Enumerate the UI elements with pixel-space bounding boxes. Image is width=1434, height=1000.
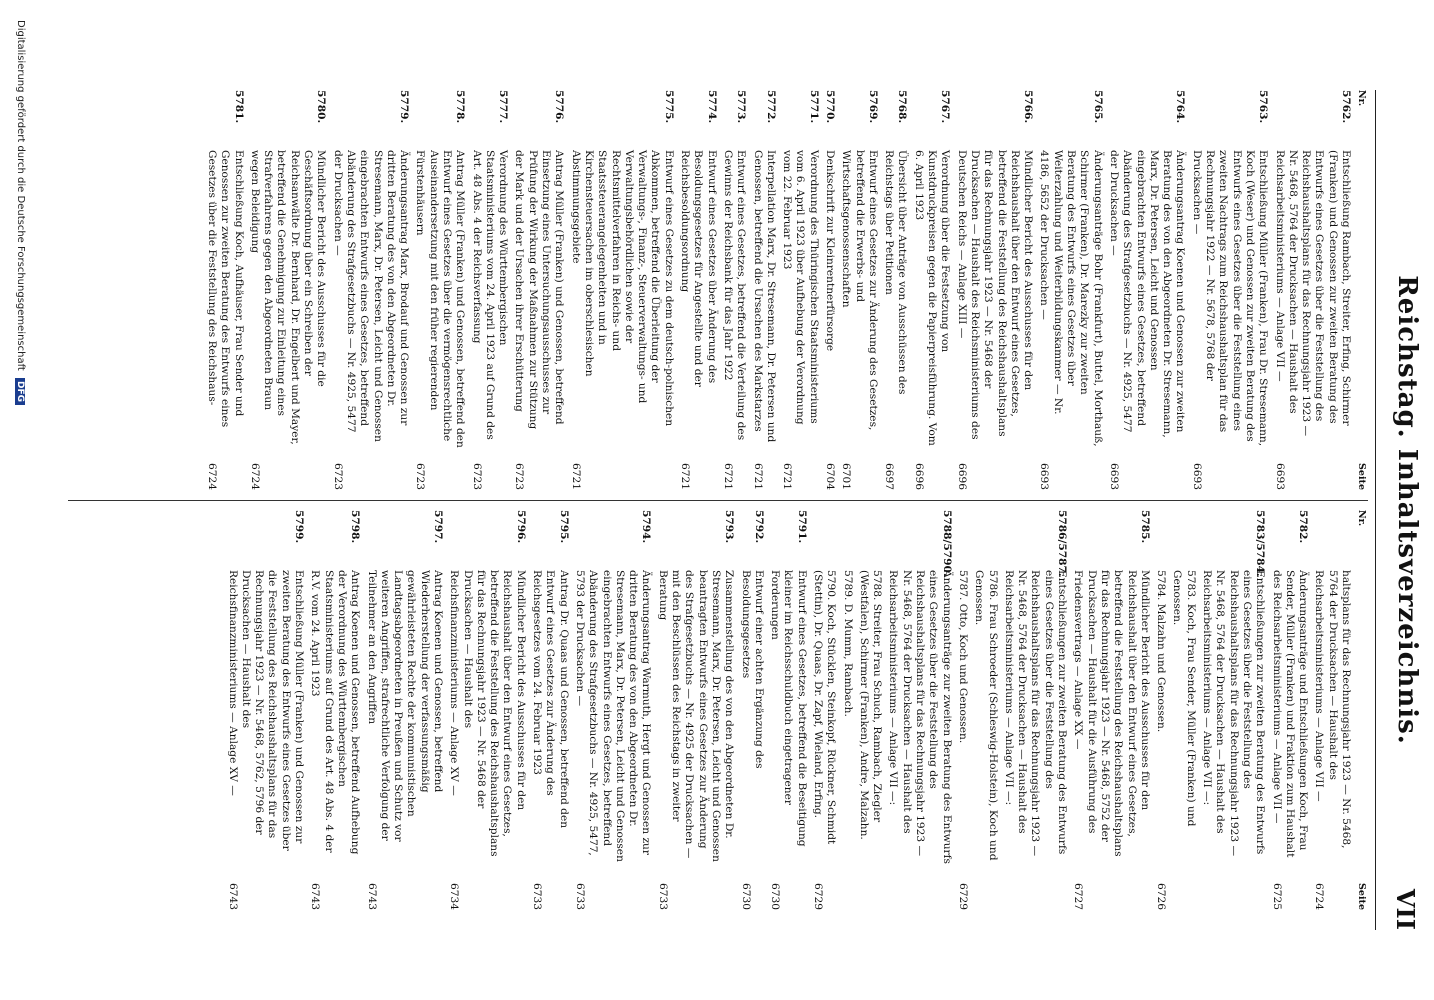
index-entry bbox=[1154, 510, 1167, 910]
entry-text: Entwurf eines Gesetzes zur Änderung des Gesetzes, betreffend die Erwerbs- und Wirtschaftsgenossenschaften bbox=[840, 150, 879, 431]
entry-text: Interpellation Marx, Dr. Stresemann, Dr. Petersen und Genossen, betreffend die Ursachen des Markstarzes bbox=[751, 150, 777, 443]
entry-text: 5788. Streiter, Frau Schuch, Rambach, Ziegler (Westfalen), Schirmer (Franken), Andre, Malzahn. bbox=[857, 570, 884, 840]
entry-number: 5788/5790. bbox=[940, 510, 953, 577]
entry-text: Entschließung Koch, Aufhäuser, Frau Sender und Genossen zur zweiten Beratung des Entwurfs eines Gesetzes über die Feststellung des Reichshaus- bbox=[205, 150, 245, 428]
index-entry bbox=[512, 90, 565, 490]
index-entry bbox=[1170, 510, 1197, 910]
entry-page: 6697 bbox=[883, 463, 896, 490]
entry-text: Änderungsantrag Marx, Brodauf und Genossen zur dritten Beratung des von den Abgeordneten Dr. Stresemann, Marx, Dr. Petersen, Leicht und Genossen eingebrachten Entwurfs eines Gesetzes, betreffend Abänderung des Strafgesetzbuchs — Nr. 4925, 5477 der Drucksachen — bbox=[331, 150, 411, 442]
entry-number: 5771. bbox=[807, 90, 820, 124]
entry-number: 5792. bbox=[752, 510, 765, 544]
entry-page: 6727 bbox=[1072, 883, 1085, 910]
index-entry bbox=[954, 90, 1034, 490]
seite-label: Seite bbox=[1356, 883, 1367, 910]
index-entry bbox=[655, 510, 735, 910]
page-number: VII bbox=[1391, 888, 1420, 930]
entry-number: 5778. bbox=[454, 90, 467, 124]
index-entry bbox=[1037, 90, 1103, 490]
entry-page: 6730 bbox=[769, 883, 782, 910]
entry-page: 6723 bbox=[513, 463, 526, 490]
index-entry bbox=[568, 90, 674, 490]
entry-text: Mündlicher Bericht des Ausschusses für den Reichshaushalt über den Entwurf eines Gesetzes, betreffend die Feststellung des Reichshaushaltsplans für das Rechnungsjahr 1923 — Nr. 5468 der Drucksachen — Haushalt des Reichsfinanzministeriums — Anlage XV — bbox=[448, 570, 527, 857]
entry-number: 5763. bbox=[1257, 90, 1270, 124]
entry-text: Änderungsanträge zur zweiten Beratung des Entwurfs eines Gesetzes über die Feststellung des Reichshaushaltsplans für das Rechnungsjahr 1923 — Nr. 5468, 5764 der Drucksachen — Haushalt des Reichsarbeitsministeriums — Anlage VII —: bbox=[887, 570, 953, 864]
entry-text: Entwurf eines Gesetzes zu dem deutsch-polnischen Abkommen, betreffend die Überleitung der Verwaltungs-, Finanz-, Steuerverwaltungs- und Verwaltungsbehördlichen sowie der Rechtsmittelverfahren in Reichs- und Staatssteuerangelegenheiten und in Kirchensteuersachen im oberschlesischen Abstimmungsgebiete bbox=[569, 150, 675, 427]
entry-page: 6721 bbox=[721, 463, 734, 490]
index-entry bbox=[364, 510, 444, 910]
entry-page: 6723 bbox=[414, 463, 427, 490]
entry-number: 5776. bbox=[553, 90, 566, 124]
index-entry bbox=[780, 90, 820, 490]
entry-number: 5785. bbox=[1138, 510, 1151, 544]
index-entry bbox=[1002, 510, 1068, 910]
entry-number: 5797. bbox=[432, 510, 444, 544]
index-entry bbox=[811, 510, 838, 910]
entry-page: 6724 bbox=[248, 463, 261, 490]
index-entry bbox=[469, 90, 509, 490]
index-entry bbox=[886, 510, 952, 910]
seite-label: Seite bbox=[1356, 463, 1367, 490]
footer-text: Digitalisierung gefördert durch die Deutsche Forschungsgemeinschaft bbox=[15, 20, 26, 371]
footer bbox=[15, 20, 26, 405]
entry-page: 6693 bbox=[1107, 463, 1120, 490]
index-entry bbox=[823, 90, 836, 490]
entry-text: Übersicht über Anträge von Ausschüssen des Reichstags über Petitionen bbox=[883, 150, 909, 395]
entry-text: Zusammenstellung des von den Abgeordneten Dr. Stresemann, Marx, Dr. Petersen, Leicht und Genossen beantragten Entwurfs eines Gesetzes zur Änderung des Strafgesetzbuchs — Nr. 4925 der Drucksachen — mit den Beschlüssen des Reichstags in zweiter Beratung bbox=[656, 570, 736, 862]
index-entry bbox=[839, 90, 879, 490]
index-entry bbox=[1189, 90, 1269, 490]
index-entry bbox=[912, 90, 952, 490]
entry-text: Entschließungen zur zweiten Beratung des Entwurfs eines Gesetzes über die Feststellung des Reichshaushaltsplans für das Rechnungsjahr 1923 — Nr. 5468, 5764 der Drucksachen — Haushalt des Reichsarbeitsministeriums — Anlage VII —: bbox=[1201, 570, 1267, 857]
entry-number: 5791. bbox=[795, 510, 808, 544]
entry-text: 5787. Otto, Koch und Genossen. bbox=[956, 570, 969, 744]
entry-text: Mündlicher Bericht des Ausschusses für die Geschäftsordnung über ein Schreiben der Reichsanwälte Dr. Bernhard, Dr. Engelbert und Mayer, betreffend die Genehmigung zur Einleitung eines Strafverfahrens gegen den Abgeordneten Braun wegen Beleidigung bbox=[248, 150, 328, 445]
entry-number: 5794. bbox=[640, 510, 653, 544]
entry-page: 6721 bbox=[781, 463, 794, 490]
entry-number: 5764. bbox=[1174, 90, 1187, 124]
entry-text: Änderungsantrag Koenen und Genossen zur zweiten Beratung des von den Abgeordneten Dr. Stresemann, Marx, Dr. Petersen, Leicht und Genossen eingebrachten Entwurfs eines Gesetzes, betreffend Abänderung des Strafgesetzbuchs — Nr. 4925, 5477 der Drucksachen — bbox=[1107, 150, 1187, 438]
nr-label: Nr. bbox=[1356, 510, 1367, 527]
entry-page: 6726 bbox=[1155, 883, 1168, 910]
entry-text: Antrag Müller (Franken) und Genossen, betreffend Einsetzung eines Untersuchungsausschusses zur Prüfung der Wirkung der Maßnahmen zur Stützung der Mark und der Ursachen ihrer Erschütterung bbox=[513, 150, 566, 430]
entry-number: 5779. bbox=[398, 90, 411, 124]
entry-text: Entschließung Müller (Franken), Frau Dr. Stresemann, Koch (Weser) und Genossen zur zweiten Beratung des Entwurfs eines Gesetzes über die Feststellung eines zweiten Nachtrags zum Reichshaushaltsplan für das Rechnungsjahr 1922 — Nr. 5678, 5768 der Drucksachen — bbox=[1190, 150, 1270, 447]
entry-page: 6729 bbox=[956, 883, 969, 910]
entry-text: Verordnung des Thüringischen Staatsministeriums vom 6. April 1923 über Aufhebung der Verordnung vom 22. Februar 1923 bbox=[781, 150, 820, 425]
entry-page: 6721 bbox=[569, 463, 582, 490]
index-entry bbox=[972, 510, 999, 910]
column-divider bbox=[68, 500, 1368, 501]
index-entry bbox=[1272, 90, 1352, 490]
entry-text: Antrag Müller (Franken) und Genossen, betreffend den Entwurf eines Gesetzes über die vermögensrechtliche Auseinandersetzung mit den früher regierenden Fürstenhäusern bbox=[414, 150, 467, 448]
entry-text: Entwurf eines Gesetzes, betreffend die Verteilung des Gewinns der Reichsbank für das Jahr 1922 bbox=[721, 150, 748, 441]
index-entry bbox=[530, 510, 570, 910]
entry-page: 6730 bbox=[739, 883, 752, 910]
right-column-head bbox=[1354, 510, 1368, 910]
index-entry bbox=[678, 90, 718, 490]
entry-page: 6734 bbox=[448, 883, 461, 910]
entry-number: 5762. bbox=[1340, 90, 1352, 124]
entry-text: Antrag Dr. Quaas und Genossen, betreffend den Entwurf eines Gesetzes zur Änderung des Reichsgesetzes vom 24. Februar 1923 bbox=[531, 570, 570, 829]
entry-number: 5786/5787. bbox=[1056, 510, 1069, 577]
index-entry bbox=[1312, 510, 1352, 910]
right-entry-list bbox=[225, 510, 1352, 910]
entry-text: Änderungsanträge und Entschließungen Koch, Frau Sender, Müller (Franken) und Fraktion zum Haushalt des Reichsarbeitsministeriums — Anlage VII — bbox=[1270, 570, 1310, 858]
entry-page: 6729 bbox=[812, 883, 825, 910]
entry-number: 5795. bbox=[557, 510, 570, 544]
entry-text: Antrag Koenen und Genossen, betreffend Aufhebung der Verordnung des Württembergischen Staatsministeriums auf Grund des Art. 48 Abs. 4 der R.V. vom 24. April 1923 bbox=[309, 570, 362, 855]
index-entry bbox=[840, 510, 853, 910]
entry-text: Entschließung Müller (Franken) und Genossen zur zweiten Beratung des Entwurfs eines Gesetzes über die Feststellung des Reichshaushaltsplans für das Rechnungsjahr 1923 — Nr. 5468, 5762, 5796 der Drucksachen — Haushalt des Reichsfinanzministeriums — Anlage XV — bbox=[226, 570, 306, 851]
index-entry bbox=[721, 90, 748, 490]
entry-page: 6743 bbox=[365, 883, 378, 910]
entry-text: Änderungsantrag Warmuth, Hergt und Genossen zur dritten Beratung des von den Abgeordneten Dr. Stresemann, Marx, Dr. Petersen, Leicht und Genossen eingebrachten Entwurfs eines Gesetzes, betreffend Abänderung des Strafgesetzbuchs — Nr. 4925, 5477, 5793 der Drucksachen — bbox=[573, 570, 653, 862]
entry-number: 5765. bbox=[1091, 90, 1104, 124]
entry-number: 5793. bbox=[723, 510, 736, 544]
entry-text: Verordnung über die Festsetzung von Kunstdruckpreisen gegen die Papierpreisführung. Vom 6. April 1923 bbox=[912, 150, 952, 446]
entry-number: 5782. bbox=[1297, 510, 1310, 544]
entry-number: 5773. bbox=[735, 90, 748, 124]
entry-page: 6721 bbox=[679, 463, 692, 490]
entry-page: 6723 bbox=[470, 463, 483, 490]
entry-text: Verordnung des Württembergischen Staatsministeriums vom 24. April 1923 auf Grund des Art. 48 Abs. 4 der Reichsverfassung bbox=[470, 150, 510, 440]
entry-text: 5786. Frau Schroeder (Schleswig-Holstein), Koch und Genossen. bbox=[973, 570, 999, 861]
entry-text: Entschließungen zur zweiten Beratung des Entwurfs eines Gesetzes über die Feststellung des Reichshaushaltsplans für das Rechnungsjahr 1923 — Nr. 5468, 5764 der Drucksachen — Haushalt des Reichsarbeitsministeriums — Anlage VII —: bbox=[1002, 570, 1069, 857]
entry-number: 5781. bbox=[232, 90, 245, 124]
entry-number: 5796. bbox=[514, 510, 527, 544]
entry-text: Denkschrift zur Kleinrentnerfürsorge bbox=[824, 150, 837, 352]
entry-page: 6733 bbox=[656, 883, 669, 910]
index-entry bbox=[205, 90, 245, 490]
entry-text: haltsplans für das Rechnungsjahr 1923 — Nr. 5468, 5764 der Drucksachen — Haushalt des Reichsarbeitsministeriums — Anlage VII — bbox=[1313, 570, 1352, 849]
index-entry bbox=[330, 90, 410, 490]
entry-number: 5775. bbox=[662, 90, 675, 124]
entry-number: 5798. bbox=[349, 510, 362, 544]
index-entry bbox=[768, 510, 808, 910]
index-entry bbox=[1200, 510, 1266, 910]
page-title: Reichstag. Inhaltsverzeichnis. bbox=[1392, 275, 1422, 745]
entry-number: 5774. bbox=[705, 90, 718, 124]
index-entry bbox=[738, 510, 765, 910]
entry-page: 6701 bbox=[840, 463, 853, 490]
index-entry bbox=[413, 90, 466, 490]
entry-text: Antrag Koenen und Genossen, betreffend Wiederherstellung der verfassungsmäßig gewährleisteten Rechte der kommunistischen Landtagsabgeordneten in Preußen und Schutz vor weiteren Angriffen, strafrechtliche Verfolgung der Teilnehmer an den Angriffen bbox=[365, 570, 444, 842]
index-entry bbox=[882, 90, 909, 490]
entry-page: 6724 bbox=[1313, 883, 1326, 910]
index-entry bbox=[1071, 510, 1151, 910]
index-entry bbox=[308, 510, 361, 910]
entry-text: Änderungsanträge Bohr (Frankfurt), Buttel, Morthauß, Schirmer (Franken), Dr. Marezky zur zweiten Beratung des Entwurfs eines Gesetzes über Weiterzahlung und Weiterbildungskammer — Nr. 4186, 5652 der Drucksachen — bbox=[1038, 150, 1104, 447]
entry-page: 6704 bbox=[824, 463, 837, 490]
entry-text: Entwurf einer achten Ergänzung des Besoldungsgesetzes bbox=[739, 570, 765, 769]
index-entry bbox=[750, 90, 777, 490]
entry-page: 6693 bbox=[1190, 463, 1203, 490]
entry-page: 6696 bbox=[955, 463, 968, 490]
entry-number: 5780. bbox=[315, 90, 328, 124]
entry-text: 5790. Koch, Stücklen, Steinkopf, Rückner, Schmidt (Stettin), Dr. Quaas, Dr. Zapf, Wieland, Erfing. bbox=[812, 570, 838, 845]
entry-text: Entschließung Rambach, Streiter, Erfing, Schirmer (Franken) und Genossen zur zweiten Beratung des Entwurfs eines Gesetzes über die Feststellung des Reichshaushaltsplans für das Rechnungsjahr 1923 — Nr. 5468, 5764 der Drucksachen — Haushalt des Reichsarbeitsministeriums — Anlage VII — bbox=[1273, 150, 1352, 437]
entry-number: 5783/5784. bbox=[1254, 510, 1267, 577]
entry-number: 5799. bbox=[293, 510, 306, 544]
right-column bbox=[222, 510, 1368, 910]
entry-page: 6723 bbox=[331, 463, 344, 490]
entry-page: 6743 bbox=[226, 883, 239, 910]
index-entry bbox=[573, 510, 653, 910]
entry-number: 5772. bbox=[764, 90, 777, 124]
entry-number: 5766. bbox=[1022, 90, 1035, 124]
entry-text: 5789. D. Mumm, Rambach. bbox=[841, 570, 854, 717]
entry-text: Mündlicher Bericht des Ausschusses für den Reichshaushalt über den Entwurf eines Gesetzes, betreffend die Feststellung des Reichshaushaltsplans für das Rechnungsjahr 1923 — Nr. 5468, 5752 der Drucksachen — Haushalt für die Ausführung des Friedensvertrags — Anlage XX — bbox=[1072, 570, 1151, 857]
index-entry bbox=[225, 510, 305, 910]
entry-text: 5783. Koch, Frau Sender, Müller (Franken) und Genossen. bbox=[1171, 570, 1197, 827]
entry-number: 5767. bbox=[939, 90, 952, 124]
entry-text: Entwurf eines Gesetzes über Änderung des Besoldungsgesetzes für Angestellte und der Reichsbesoldungsordnung bbox=[679, 150, 718, 387]
entry-number: 5777. bbox=[497, 90, 510, 124]
entry-number: 5770. bbox=[824, 90, 837, 124]
entry-page: 6721 bbox=[751, 463, 764, 490]
entry-page: 6725 bbox=[1270, 883, 1283, 910]
entry-number: 5768. bbox=[896, 90, 909, 124]
index-entry bbox=[1107, 90, 1187, 490]
left-entry-list bbox=[205, 90, 1352, 490]
nr-label: Nr. bbox=[1356, 90, 1367, 107]
entry-page: 6743 bbox=[309, 883, 322, 910]
header-rule bbox=[1375, 90, 1376, 930]
index-entry bbox=[1269, 510, 1309, 910]
left-column-head bbox=[1354, 90, 1368, 490]
index-entry bbox=[956, 510, 969, 910]
left-column bbox=[202, 90, 1368, 490]
index-entry bbox=[857, 510, 884, 910]
entry-text: Mündlicher Bericht des Ausschusses für den Reichshaushalt über den Entwurf eines Gesetzes, betreffend die Feststellung des Reichshaushaltsplans für das Rechnungsjahr 1923 — Nr. 5468 der Drucksachen — Haushalt des Reichsministeriums des Deutschen Reichs — Anlage XIII — bbox=[955, 150, 1035, 440]
entry-page: 6724 bbox=[205, 463, 218, 490]
entry-page: 6696 bbox=[912, 463, 925, 490]
entry-number: 5769. bbox=[866, 90, 879, 124]
entry-page: 6733 bbox=[531, 883, 544, 910]
index-entry bbox=[447, 510, 527, 910]
entry-page: 6693 bbox=[1038, 463, 1051, 490]
entry-text: 5784. Malzahn und Genossen. bbox=[1155, 570, 1168, 733]
entry-page: 6733 bbox=[573, 883, 586, 910]
index-entry bbox=[248, 90, 328, 490]
dfg-logo: DFG bbox=[15, 378, 25, 405]
running-head bbox=[1386, 90, 1422, 930]
entry-text: Entwurf eines Gesetzes, betreffend die Beseitigung kleiner im Reichsschuldbuch eingetragener Forderungen bbox=[769, 570, 808, 847]
entry-page: 6693 bbox=[1273, 463, 1286, 490]
